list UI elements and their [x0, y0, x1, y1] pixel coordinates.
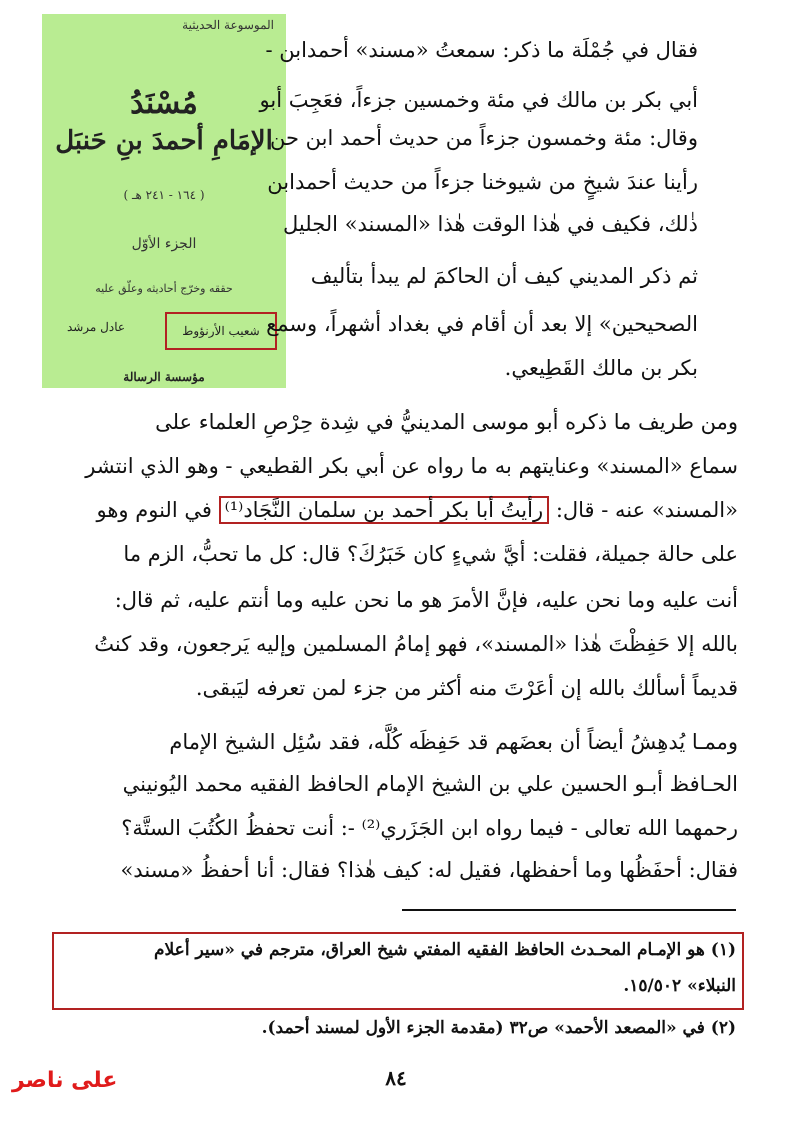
- text-line: أنت عليه وما نحن عليه، فإنَّ الأمرَ هو ما نحن عليه وما أنتم عليه، ثم قال:: [114, 588, 738, 612]
- text-line: الصحيحين» إلا بعد أن أقام في بغداد أشهراً، وسمع: [266, 312, 698, 336]
- text-line: ثم ذكر المديني كيف أن الحاكمَ لم يبدأ بتأليف: [310, 264, 698, 288]
- cover-editor-second: عادل مرشد: [66, 320, 126, 334]
- footnote-1-line2: النبلاء» ١٥/٥٠٢.: [623, 976, 736, 996]
- text-line: فقال: أحفَظُها وما أحفظها، فقيل له: كيف هٰذا؟ فقال: أنا أحفظُ «مسند»: [120, 858, 738, 882]
- cover-title-line2: الإمَامِ أحمدَ بنِ حَنبَل: [55, 126, 273, 156]
- text-line: بكر بن مالك القَطِيعي.: [504, 356, 698, 380]
- page-number: ٨٤: [385, 1066, 407, 1090]
- highlighted-quote: رأيتُ أبا بكر أحمد بن سلمان النَّجَاد⁽¹⁾: [219, 496, 550, 524]
- cover-series-label: الموسوعة الحديثية: [182, 18, 274, 32]
- text-line: على حالة جميلة، فقلت: أيَّ شيءٍ كان خَبَرُكَ؟ قال: كل ما تحبُّ، الزم ما: [123, 542, 738, 566]
- cover-dates: ( ١٦٤ - ٢٤١ هـ ): [123, 188, 205, 202]
- text-line: ومن طريف ما ذكره أبو موسى المدينيُّ في شِدة حِرْصِ العلماء على: [155, 410, 738, 434]
- cover-publisher: مؤسسة الرسالة: [123, 370, 205, 384]
- text-line-with-highlight: [97, 496, 739, 524]
- text-line: بالله إلا حَفِظْتَ هٰذا «المسند»، فهو إمامُ المسلمين وإليه يَرجعون، وقد كنتُ: [94, 632, 738, 656]
- cover-credit: حققه وخرّج أحاديثه وعلّق عليه: [95, 282, 233, 295]
- footnote-2: (٢) في «المصعد الأحمد» ص٣٢ (مقدمة الجزء الأول لمسند أحمد).: [261, 1018, 736, 1038]
- text-line: أبي بكر بن مالك في مئة وخمسين جزءاً، فعَجِبَ أبو: [259, 88, 698, 112]
- signature-watermark: على ناصر: [12, 1068, 118, 1093]
- footnote-separator: [402, 909, 736, 911]
- text-line: قديماً أسألك بالله إن أعَرْتَ منه أكثر من جزء لمن تعرفه ليَبقى.: [195, 676, 738, 700]
- text-line: وقال: مئة وخمسون جزءاً من حديث أحمد ابن حن: [269, 126, 698, 150]
- text-segment: «المسند» عنه - قال:: [555, 498, 738, 522]
- text-line: فقال في جُمْلَة ما ذكر: سمعتُ «مسند» أحمدابن -: [265, 38, 698, 62]
- text-line: رأينا عندَ شيخٍ من شيوخنا جزءاً من حديث أحمدابن: [267, 170, 698, 194]
- cover-volume: الجزء الأوّل: [131, 236, 197, 252]
- text-line: رحمهما الله تعالى - فيما رواه ابن الجَزَري⁽²⁾ -: أنت تحفظُ الكُتُبَ الستَّة؟: [121, 816, 738, 840]
- text-line: الحـافظ أبـو الحسين علي بن الشيخ الإمام الحافظ الفقيه محمد اليُونيني: [122, 772, 738, 796]
- cover-editor-highlighted: شعيب الأرنؤوط: [165, 312, 277, 350]
- text-line: ذٰلك، فكيف في هٰذا الوقت هٰذا «المسند» الجليل: [283, 212, 698, 236]
- footnote-1-line1: (١) هو الإمـام المحـدث الحافظ الفقيه المفتي شيخ العراق، مترجم في «سير أعلام: [154, 940, 736, 960]
- cover-title-line1: مُسْنَدُ: [130, 86, 198, 121]
- text-line: وممـا يُدهِشُ أيضاً أن بعضَهم قد حَفِظَه كُلَّه، فقد سُئِل الشيخ الإمام: [169, 730, 738, 754]
- text-line: سماع «المسند» وعنايتهم به ما رواه عن أبي بكر القطيعي - وهو الذي انتشر: [85, 454, 738, 478]
- text-segment: في النوم وهو: [96, 498, 212, 522]
- book-cover-image: [42, 14, 286, 388]
